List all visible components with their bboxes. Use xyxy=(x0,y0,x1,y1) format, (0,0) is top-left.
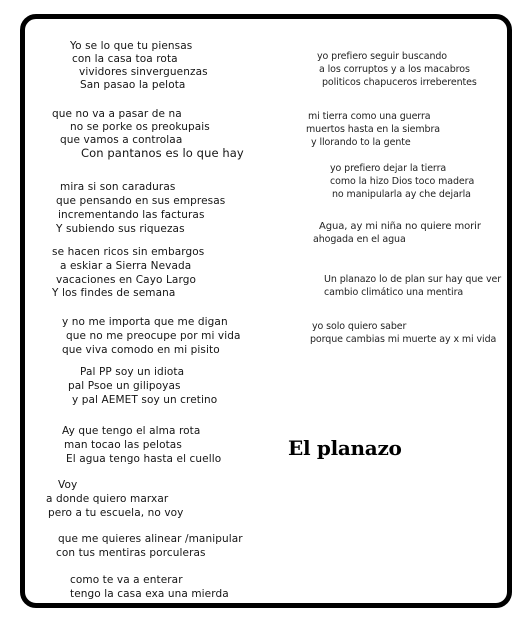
poem-line: se hacen ricos sin embargos xyxy=(52,246,205,258)
poem-line: pero a tu escuela, no voy xyxy=(48,507,184,519)
poem-line: mira si son caraduras xyxy=(60,181,176,193)
poem-line: que me quieres alinear /manipular xyxy=(58,533,243,545)
poem-line: a donde quiero marxar xyxy=(46,493,169,505)
poem-title: El planazo xyxy=(288,436,402,460)
poem-line: a eskiar a Sierra Nevada xyxy=(60,260,192,272)
poem-line: tengo la casa exa una mierda xyxy=(70,588,229,600)
poem-line: El agua tengo hasta el cuello xyxy=(66,453,222,465)
poem-line: como la hizo Dios toco madera xyxy=(330,176,475,187)
poem-line: Ay que tengo el alma rota xyxy=(62,425,201,437)
poem-line: no manipularla ay che dejarla xyxy=(332,189,471,200)
poem-line: Yo se lo que tu piensas xyxy=(70,40,193,52)
poem-line: yo prefiero seguir buscando xyxy=(317,51,448,62)
poem-line: Y subiendo sus riquezas xyxy=(56,223,185,235)
poem-line: Pal PP soy un idiota xyxy=(80,366,185,378)
poem-line: Con pantanos es lo que hay xyxy=(81,146,244,160)
poem-line: porque cambias mi muerte ay x mi vida xyxy=(310,334,497,345)
poem-line: no se porke os preokupais xyxy=(70,121,210,133)
poem-line: mi tierra como una guerra xyxy=(308,111,431,122)
poem-line: muertos hasta en la siembra xyxy=(306,124,441,135)
poem-line: que pensando en sus empresas xyxy=(56,195,226,207)
poem-line: a los corruptos y a los macabros xyxy=(319,64,470,75)
poem-line: con la casa toa rota xyxy=(72,53,178,65)
poem-line: que no va a pasar de na xyxy=(52,108,182,120)
poem-line: man tocao las pelotas xyxy=(64,439,182,451)
poem-line: y pal AEMET soy un cretino xyxy=(72,394,218,406)
poem-line: yo solo quiero saber xyxy=(312,321,407,332)
poem-line: que viva comodo en mi pisito xyxy=(62,344,220,356)
poem-line: y llorando to la gente xyxy=(311,137,411,148)
poem-line: yo prefiero dejar la tierra xyxy=(330,163,447,174)
poem-line: que no me preocupe por mi vida xyxy=(66,330,241,342)
poem-line: vividores sinverguenzas xyxy=(79,66,208,78)
poem-line: Voy xyxy=(58,479,78,491)
poem-line: politicos chapuceros irreberentes xyxy=(322,77,477,88)
poem-line: ahogada en el agua xyxy=(313,234,406,245)
poem-line: Un planazo lo de plan sur hay que ver xyxy=(324,274,502,285)
poem-line: pal Psoe un gilipoyas xyxy=(68,380,181,392)
poem-line: con tus mentiras porculeras xyxy=(56,547,206,559)
poem-line: vacaciones en Cayo Largo xyxy=(56,274,196,286)
poem-line: que vamos a controlaa xyxy=(60,134,183,146)
poem-line: Y los findes de semana xyxy=(52,287,176,299)
poem-line: y no me importa que me digan xyxy=(62,316,228,328)
poem-line: Agua, ay mi niña no quiere morir xyxy=(319,221,481,232)
poem-line: incrementando las facturas xyxy=(58,209,205,221)
poem-line: como te va a enterar xyxy=(70,574,183,586)
poem-line: cambio climático una mentira xyxy=(324,287,464,298)
poem-line: San pasao la pelota xyxy=(80,79,186,91)
